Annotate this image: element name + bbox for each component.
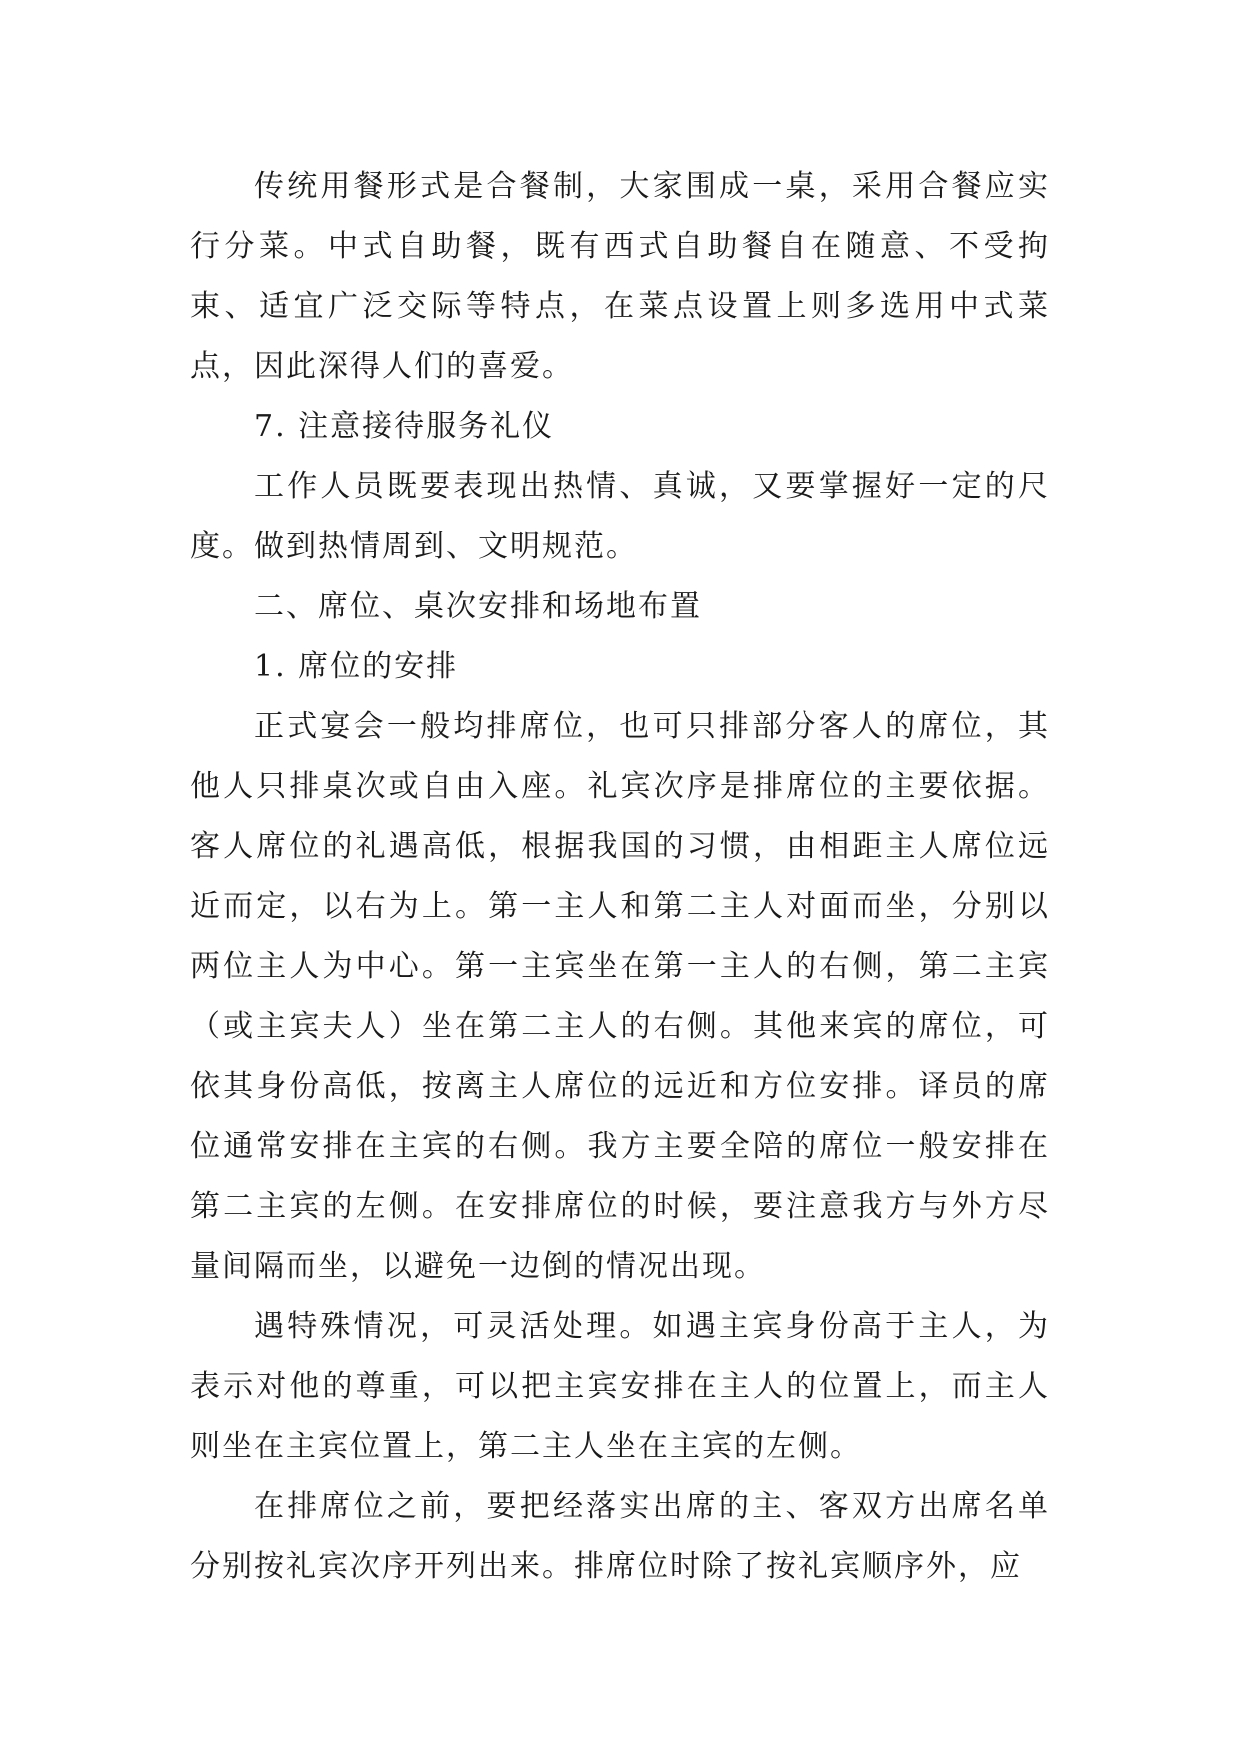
paragraph-guest-list: 在排席位之前，要把经落实出席的主、客双方出席名单分别按礼宾次序开列出来。排席位时除了按礼宾顺序外，应 xyxy=(190,1489,1050,1584)
paragraph-staff-conduct: 工作人员既要表现出热情、真诚，又要掌握好一定的尺度。做到热情周到、文明规范。 xyxy=(190,469,1050,564)
document-body xyxy=(190,157,1050,1597)
heading-reception-etiquette: 7. 注意接待服务礼仪 xyxy=(254,409,555,444)
paragraph-formal-banquet-seating: 正式宴会一般均排席位，也可只排部分客人的席位，其他人只排桌次或自由入座。礼宾次序是排席位的主要依据。客人席位的礼遇高低，根据我国的习惯，由相距主人席位远近而定，以右为上。第一主人和第二主人对面而坐，分别以两位主人为中心。第一主宾坐在第一主人的右侧，第二主宾（或主宾夫人）坐在第二主人的右侧。其他来宾的席位，可依其身份高低，按离主人席位的远近和方位安排。译员的席位通常安排在主宾的右侧。我方主要全陪的席位一般安排在第二主宾的左侧。在安排席位的时候，要注意我方与外方尽量间隔而坐，以避免一边倒的情况出现。 xyxy=(190,709,1050,1284)
paragraph-special-cases: 遇特殊情况，可灵活处理。如遇主宾身份高于主人，为表示对他的尊重，可以把主宾安排在主人的位置上，而主人则坐在主宾位置上，第二主人坐在主宾的左侧。 xyxy=(190,1309,1050,1464)
heading-seat-arrangement: 1. 席位的安排 xyxy=(254,649,459,684)
paragraph-buffet-style: 传统用餐形式是合餐制，大家围成一桌，采用合餐应实行分菜。中式自助餐，既有西式自助餐自在随意、不受拘束、适宜广泛交际等特点，在菜点设置上则多选用中式菜点，因此深得人们的喜爱。 xyxy=(190,169,1050,384)
heading-seating-arrangement-section: 二、席位、桌次安排和场地布置 xyxy=(254,589,702,624)
